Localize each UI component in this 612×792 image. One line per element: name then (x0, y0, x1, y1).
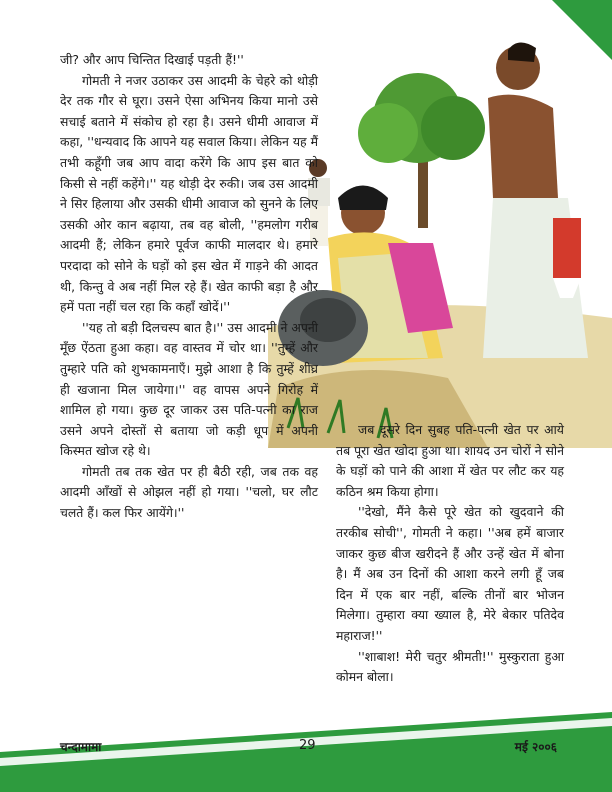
paragraph: जी? और आप चिन्तित दिखाई पड़ती हैं!'' (60, 52, 244, 67)
paragraph: ''देखो, मैंने कैसे पूरे खेत को खुदवाने की तरकीब सोची'', गोमती ने कहा। ''अब हमें बाजार जाकर कुछ बीज खरीदने हैं और उन्हें खेत में बोना है। मैं अब उन दिनों की आशा करने लगी हूँ जब दिन में एक बार नहीं, बल्कि तीनों बार भोजन मिलेगा। तुम्हारा क्या ख्याल है, मेरे बेकार पतिदेव महाराज!'' (336, 504, 564, 643)
paragraph: ''शाबाश! मेरी चतुर श्रीमती!'' मुस्कुराता हुआ कोमन बोला। (336, 648, 564, 685)
magazine-name: चन्दामामा (60, 740, 102, 754)
left-text-column (60, 50, 318, 524)
issue-month: मई २००६ (514, 740, 557, 754)
paragraph: ''यह तो बड़ी दिलचस्प बात है।'' उस आदमी ने अपनी मूँछ ऐंठता हुआ कहा। वह वास्तव में चोर था। ''तुम्हें और तुम्हारे पति को शुभकामनाएँ। मुझे आशा है कि तुम्हें शीघ्र ही खजाना मिल जायेगा।'' वह वापस अपने गिरोह में शामिल हो गया। कुछ दूर जाकर उस पति-पत्नी का राज उसने अपने दोस्तों से बताया जो कड़ी धूप में अपनी किस्मत खोज रहे थे। (60, 319, 318, 459)
paragraph: गोमती तब तक खेत पर ही बैठी रही, जब तक वह आदमी आँखों से ओझल नहीं हो गया। ''चलो, घर लौट चलते हैं। कल फिर आयेंगे।'' (60, 463, 318, 521)
paragraph: जब दूसरे दिन सुबह पति-पत्नी खेत पर आये तब पूरा खेत खोदा हुआ था। शायद उन चोरों ने सोने के घड़ों को पाने की आशा में खेत पर लौट कर यह कठिन श्रम किया होगा। (336, 422, 564, 499)
page-number: 29 (299, 738, 316, 753)
story-illustration (268, 28, 612, 448)
paragraph: गोमती ने नजर उठाकर उस आदमी के चेहरे को थोड़ी देर तक गौर से घूरा। उसने ऐसा अभिनय किया मानो उसे सचाई बताने में संकोच हो रहा है। उसने धीमी आवाज में कहा, ''धन्यवाद कि आपने यह सवाल किया। लेकिन यह मैं तभी कहूँगी जब आप वादा करेंगे कि आप इस बात को किसी से नहीं कहेंगे।'' यह थोड़ी देर रुकी। जब उस आदमी ने सिर हिलाया और उसकी धीमी आवाज को सुनने के लिए उसकी ओर कान बढ़ाया, तब वह बोली, ''हमलोग गरीब आदमी हैं; लेकिन हमारे पूर्वज काफी मालदार थे। हमारे परदादा को सोने के घड़ों को इस खेत में गाड़ने की आदत थी, किन्तु वे अब नहीं मिल रहे हैं। खेत काफी बड़ा है और हमें पता नहीं चल रहा कि कहाँ खोदें।'' (60, 72, 318, 315)
right-text-column (336, 420, 564, 688)
